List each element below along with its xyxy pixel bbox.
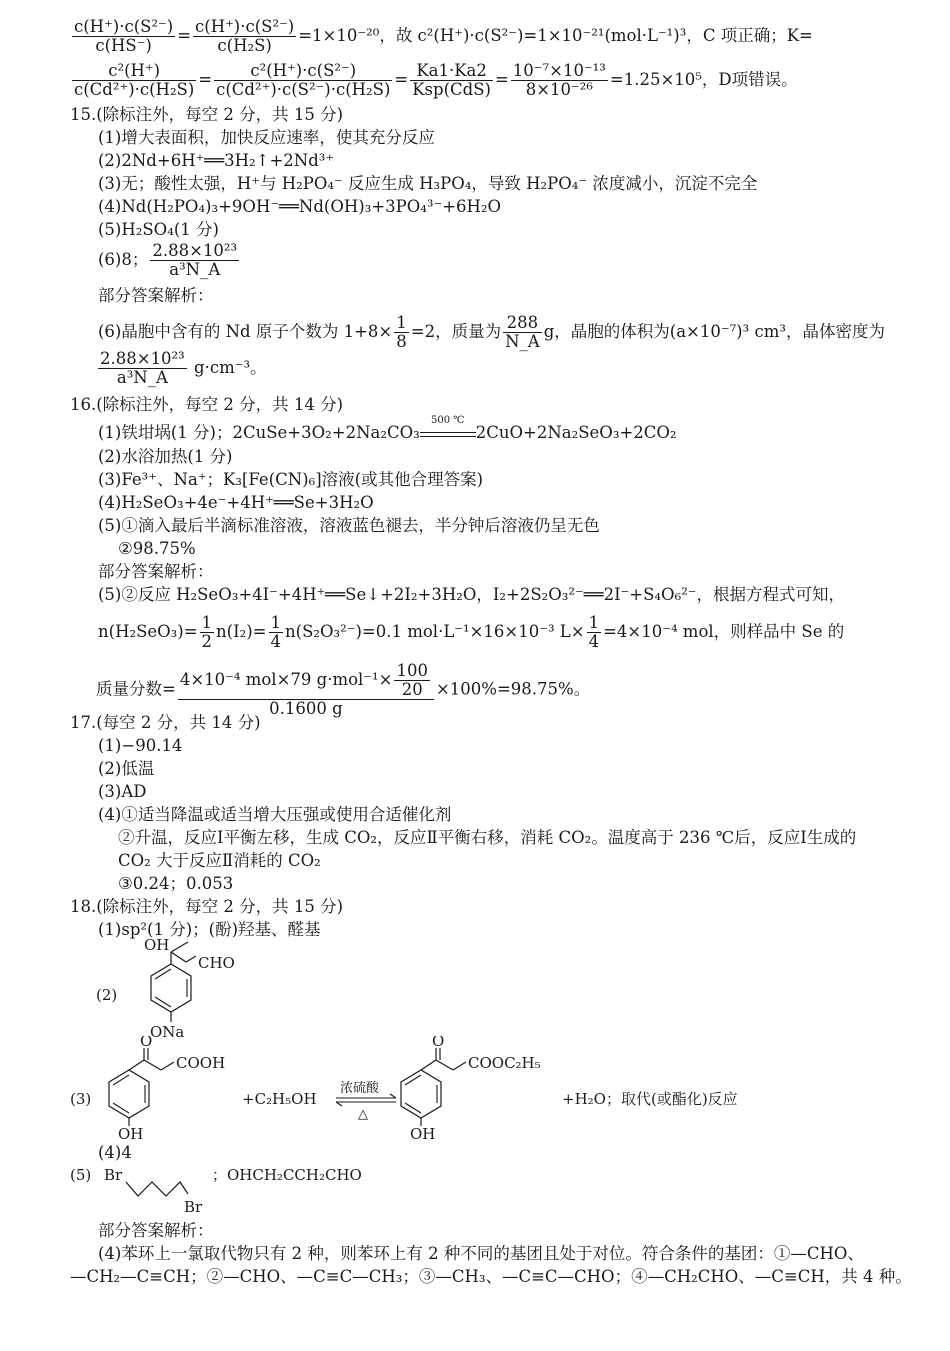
q18-explanation-heading: 部分答案解析： — [98, 1221, 214, 1240]
fraction: $\frac{1}{2}$ — [201, 613, 213, 651]
q16-answer-3: (3)Fe³⁺、Na⁺；K₃[Fe(CN)₆]溶液(或其他合理答案) — [98, 470, 484, 489]
q16-explanation-heading: 部分答案解析： — [98, 562, 214, 581]
fraction: $\frac{\text{c²(H⁺)}}{\text{c(Cd²⁺)·c(H₂S)}}$ — [74, 61, 195, 99]
q15-explanation-line-1: (6)晶胞中含有的 Nd 原子个数为 1+8× $\frac{1}{8}$ =2，质量为 $\frac{288}{N\_A}$ g，晶胞的体积为(a×10⁻⁷)³ cm³，晶体密度为 — [98, 313, 885, 351]
q18-explanation-line-2: —CH₂—C≡CH；②—CHO、—C≡C—CH₃；③—CH₃、—C≡C—CHO；④—CH₂CHO、—C≡CH，共 4 种。 — [70, 1267, 912, 1286]
svg-text:CHO: CHO — [198, 954, 235, 972]
q17-answer-4c: CO₂ 大于反应Ⅱ消耗的 CO₂ — [118, 851, 321, 870]
q16-explanation-line-1: (5)②反应 H₂SeO₃+4I⁻+4H⁺══Se↓+2I₂+3H₂O，I₂+2S₂O₃²⁻══2I⁻+S₄O₆²⁻，根据方程式可知， — [98, 585, 846, 604]
fraction: $\frac{1}{4}$ — [270, 613, 282, 651]
q16-answer-4: (4)H₂SeO₃+4e⁻+4H⁺══Se+3H₂O — [98, 493, 374, 512]
q17-answer-4d: ③0.24；0.053 — [118, 874, 234, 893]
q15-heading: 15.(除标注外，每空 2 分，共 15 分) — [70, 105, 344, 124]
fraction: $\frac{\text{c²(H⁺)·c(S²⁻)}}{\text{c(Cd²⁺)·c(S²⁻)·c(H₂S)}}$ — [216, 61, 391, 99]
q18-explanation-line-1: (4)苯环上一氯取代物只有 2 种，则苯环上有 2 种不同的基团且处于对位。符合条件的基团：①—CHO、 — [98, 1244, 864, 1263]
q17-answer-1: (1)−90.14 — [98, 736, 183, 755]
q16-answer-2: (2)水浴加热(1 分) — [98, 447, 233, 466]
q15-answer-3: (3)无；酸性太强，H⁺与 H₂PO₄⁻ 反应生成 H₃PO₄，导致 H₂PO₄⁻ 浓度减小，沉淀不完全 — [98, 174, 758, 193]
fraction: $\frac{Ka1\cdot Ka2}{\text{Ksp(CdS)}}$ — [412, 61, 491, 99]
svg-text:Br: Br — [104, 1166, 123, 1184]
svg-text:Br: Br — [184, 1198, 203, 1216]
svg-text:浓硫酸: 浓硫酸 — [340, 1081, 380, 1096]
fraction: $\frac{288}{N\_A}$ — [505, 313, 540, 351]
q16-explanation-line-2: n(H₂SeO₃)= $\frac{1}{2}$ n(I₂)= $\frac{1}{4}$ n(S₂O₃²⁻)=0.1 mol·L⁻¹×16×10⁻³ L× $\frac{1}{4}$ =4×10⁻⁴ mol，则样品中 Se 的 — [98, 613, 845, 651]
q18-answer-1: (1)sp²(1 分)；(酚)羟基、醛基 — [98, 920, 321, 939]
q18-answer-5 — [66, 1160, 486, 1222]
fraction: 4×10⁻⁴ mol×79 g·mol⁻¹× $\frac{100}{20}$ 0.1600 g — [178, 662, 434, 718]
q16-answer-1: (1)铁坩埚(1 分)；2CuSe+3O₂+2Na₂CO₃ 500 ℃ 2CuO+2Na₂SeO₃+2CO₂ — [98, 415, 677, 442]
svg-text:O: O — [140, 1036, 153, 1050]
q15-answer-2: (2)2Nd+6H⁺══3H₂↑+2Nd³⁺ — [98, 151, 335, 170]
fraction: $\frac{\text{2.88×10²³}}{\text{a³N\_A}}$ — [100, 349, 185, 387]
q17-answer-4a: (4)①适当降温或适当增大压强或使用合适催化剂 — [98, 805, 452, 824]
svg-text:ONa: ONa — [150, 1023, 185, 1041]
q18-heading: 18.(除标注外，每空 2 分，共 15 分) — [70, 897, 344, 916]
q15-answer-6: (6)8； $\frac{\text{2.88×10²³}}{\text{a³N\_A}}$ — [98, 241, 238, 279]
svg-text:COOH: COOH — [176, 1054, 226, 1072]
q16-answer-5b: ②98.75% — [118, 539, 196, 558]
q16-heading: 16.(除标注外，每空 2 分，共 14 分) — [70, 395, 344, 414]
svg-text:(3): (3) — [70, 1090, 92, 1108]
svg-text:△: △ — [358, 1107, 368, 1122]
svg-text:；OHCH₂CCH₂CHO: ；OHCH₂CCH₂CHO — [212, 1166, 362, 1184]
top-line-1: $\frac{\text{c(H⁺)·c(S²⁻)}}{c(HS^-)}$ = $\frac{\text{c(H⁺)·c(S²⁻)}}{\text{c(H₂S)}}$ =1×10⁻²⁰，故 c²(H⁺)·c(S²⁻)=1×10⁻²¹(mol·L⁻¹)³，C 项正确；K= — [74, 17, 813, 55]
fraction: $\frac{\text{10⁻⁷×10⁻¹³}}{\text{8×10⁻²⁶}}$ — [512, 61, 606, 99]
svg-text:OH: OH — [118, 1125, 144, 1143]
svg-text:+C₂H₅OH: +C₂H₅OH — [242, 1090, 317, 1108]
svg-text:OH: OH — [144, 936, 170, 954]
reaction-arrow: 500 ℃ — [420, 430, 476, 437]
svg-text:O: O — [432, 1036, 445, 1050]
q17-answer-3: (3)AD — [98, 782, 147, 801]
q16-explanation-line-3: 质量分数= 4×10⁻⁴ mol×79 g·mol⁻¹× $\frac{100}{20}$ 0.1600 g ×100%=98.75%。 — [96, 661, 591, 718]
svg-text:+H₂O；取代(或酯化)反应: +H₂O；取代(或酯化)反应 — [562, 1090, 738, 1108]
q15-answer-1: (1)增大表面积，加快反应速率，使其充分反应 — [98, 128, 435, 147]
fraction: $\frac{1}{8}$ — [396, 313, 407, 351]
q17-heading: 17.(每空 2 分，共 14 分) — [70, 713, 261, 732]
fraction: $\frac{100}{20}$ — [396, 661, 428, 699]
q15-explanation-line-2: $\frac{\text{2.88×10²³}}{\text{a³N\_A}}$ g·cm⁻³。 — [100, 349, 267, 387]
svg-text:COOC₂H₅: COOC₂H₅ — [468, 1054, 541, 1072]
structure-label: (2) — [96, 986, 118, 1004]
q18-answer-3-reaction — [66, 1036, 886, 1150]
q15-answer-4: (4)Nd(H₂PO₄)₃+9OH⁻══Nd(OH)₃+3PO₄³⁻+6H₂O — [98, 197, 502, 216]
q15-answer-5: (5)H₂SO₄(1 分) — [98, 220, 219, 239]
fraction: $\frac{\text{c(H⁺)·c(S²⁻)}}{\text{c(H₂S)}}$ — [195, 17, 295, 55]
svg-text:OH: OH — [410, 1125, 436, 1143]
fraction: $\frac{1}{4}$ — [588, 613, 600, 651]
svg-text:(5): (5) — [70, 1166, 92, 1184]
q17-answer-4b: ②升温，反应Ⅰ平衡左移，生成 CO₂，反应Ⅱ平衡右移，消耗 CO₂。温度高于 236 ℃后，反应Ⅰ生成的 — [118, 828, 857, 847]
q18-answer-2-structure — [96, 934, 266, 1048]
q17-answer-2: (2)低温 — [98, 759, 155, 778]
q16-answer-5: (5)①滴入最后半滴标准溶液，溶液蓝色褪去，半分钟后溶液仍呈无色 — [98, 516, 600, 535]
fraction: $\frac{\text{2.88×10²³}}{\text{a³N\_A}}$ — [152, 241, 238, 279]
q18-answer-4: (4)4 — [98, 1143, 132, 1162]
top-line-2: $\frac{\text{c²(H⁺)}}{\text{c(Cd²⁺)·c(H₂S)}}$ = $\frac{\text{c²(H⁺)·c(S²⁻)}}{\text{c(Cd²⁺)·c(S²⁻)·c(H₂S)}}$ = $\frac{Ka1\cdot Ka2}{\text{Ksp(CdS)}}$ = $\frac{\text{10⁻⁷×10⁻¹³}}{\text{8×10⁻²⁶}}$ =1.25×10⁵，D项错误。 — [74, 61, 798, 99]
q15-explanation-heading: 部分答案解析： — [98, 286, 214, 305]
fraction: $\frac{\text{c(H⁺)·c(S²⁻)}}{c(HS^-)}$ — [74, 17, 174, 55]
